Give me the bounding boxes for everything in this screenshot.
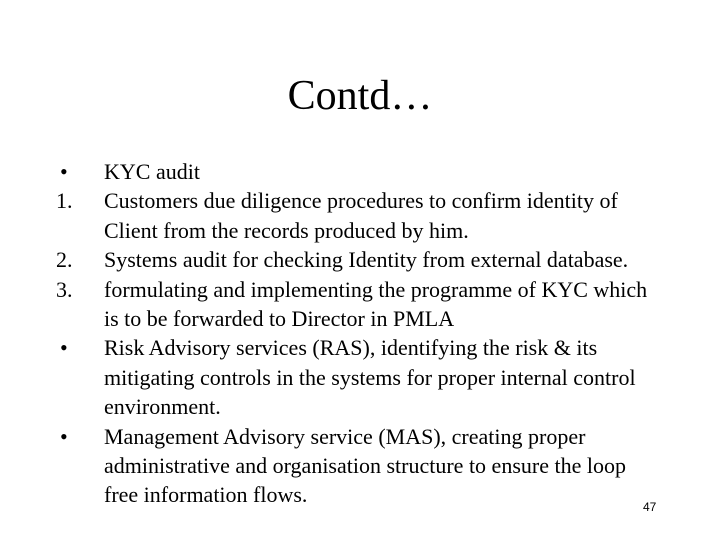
- slide-title: Contd…: [287, 73, 433, 119]
- list-item: [56, 422, 656, 510]
- number-marker: 1.: [56, 188, 73, 214]
- list-item-text: Customers due diligence procedures to confirm identity of Client from the records produced by him.: [104, 188, 618, 243]
- content-list: [56, 157, 656, 510]
- list-item: [56, 157, 656, 186]
- list-item-text: Management Advisory service (MAS), creating proper administrative and organisation structure to ensure the loop free information flows.: [104, 423, 626, 508]
- list-item: [56, 245, 656, 274]
- number-marker: 3.: [56, 276, 73, 302]
- list-item-text: formulating and implementing the programme of KYC which is to be forwarded to Director in PMLA: [104, 276, 648, 332]
- list-item-text: Risk Advisory services (RAS), identifying the risk & its mitigating controls in the systems for proper internal control environment.: [104, 335, 636, 420]
- list-item: [56, 275, 656, 334]
- number-marker: 2.: [56, 247, 73, 273]
- page-number: 47: [643, 500, 657, 514]
- list-item: [56, 186, 656, 245]
- list-item: [56, 333, 656, 421]
- bullet-marker: •: [60, 423, 68, 449]
- bullet-marker: •: [60, 159, 68, 184]
- list-item-text: KYC audit: [104, 159, 200, 184]
- bullet-marker: •: [60, 335, 68, 361]
- list-item-text: Systems audit for checking Identity from external database.: [104, 247, 629, 273]
